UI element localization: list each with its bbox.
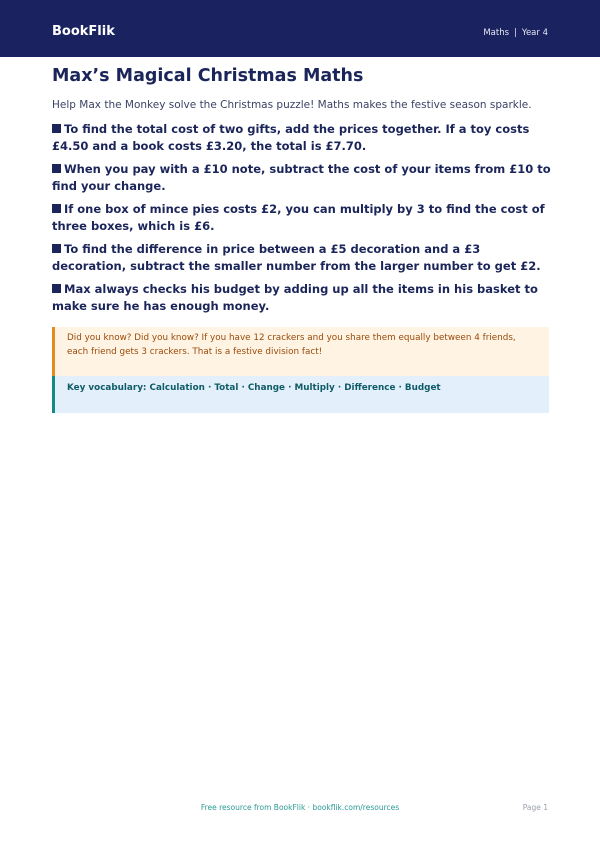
square-bullet-icon xyxy=(52,124,61,133)
square-bullet-icon xyxy=(52,204,61,213)
square-bullet-icon xyxy=(52,244,61,253)
did-you-know-text: Did you know? Did you know? If you have 12 crackers and you share them equally between 4 friends, each friend gets 3 crackers. That is a festive division fact! xyxy=(67,333,516,357)
key-points-list xyxy=(52,121,552,321)
footer-source[interactable]: Free resource from BookFlik · bookflik.com/resources xyxy=(200,803,400,812)
key-vocabulary-callout xyxy=(52,376,549,413)
page-title: Max’s Magical Christmas Maths xyxy=(52,66,364,86)
key-point-text: Max always checks his budget by adding up all the items in his basket to make sure he has enough money. xyxy=(52,282,538,313)
key-point-text: To find the difference in price between a £5 decoration and a £3 decoration, subtract the smaller number from the larger number to get £2. xyxy=(52,242,541,273)
key-point xyxy=(52,281,552,315)
key-vocabulary-text: Key vocabulary: Calculation · Total · Change · Multiply · Difference · Budget xyxy=(67,383,441,393)
did-you-know-callout xyxy=(52,327,549,376)
meta-separator: | xyxy=(514,28,517,38)
key-point xyxy=(52,121,552,155)
header-meta xyxy=(483,27,548,39)
key-point-text: When you pay with a £10 note, subtract the cost of your items from £10 to find your change. xyxy=(52,162,551,193)
subject-label: Maths xyxy=(483,28,510,38)
key-point xyxy=(52,161,552,195)
year-label: Year 4 xyxy=(521,28,548,38)
square-bullet-icon xyxy=(52,164,61,173)
brand-logo[interactable]: BookFlik xyxy=(52,24,115,39)
page-number: Page 1 xyxy=(522,803,548,812)
header-bar xyxy=(0,0,600,57)
key-point-text: If one box of mince pies costs £2, you can multiply by 3 to find the cost of three boxes, which is £6. xyxy=(52,202,545,233)
key-point-text: To find the total cost of two gifts, add the prices together. If a toy costs £4.50 and a book costs £3.20, the total is £7.70. xyxy=(52,122,530,153)
key-point xyxy=(52,201,552,235)
square-bullet-icon xyxy=(52,284,61,293)
key-point xyxy=(52,241,552,275)
intro-text: Help Max the Monkey solve the Christmas puzzle! Maths makes the festive season sparkle. xyxy=(52,99,532,111)
